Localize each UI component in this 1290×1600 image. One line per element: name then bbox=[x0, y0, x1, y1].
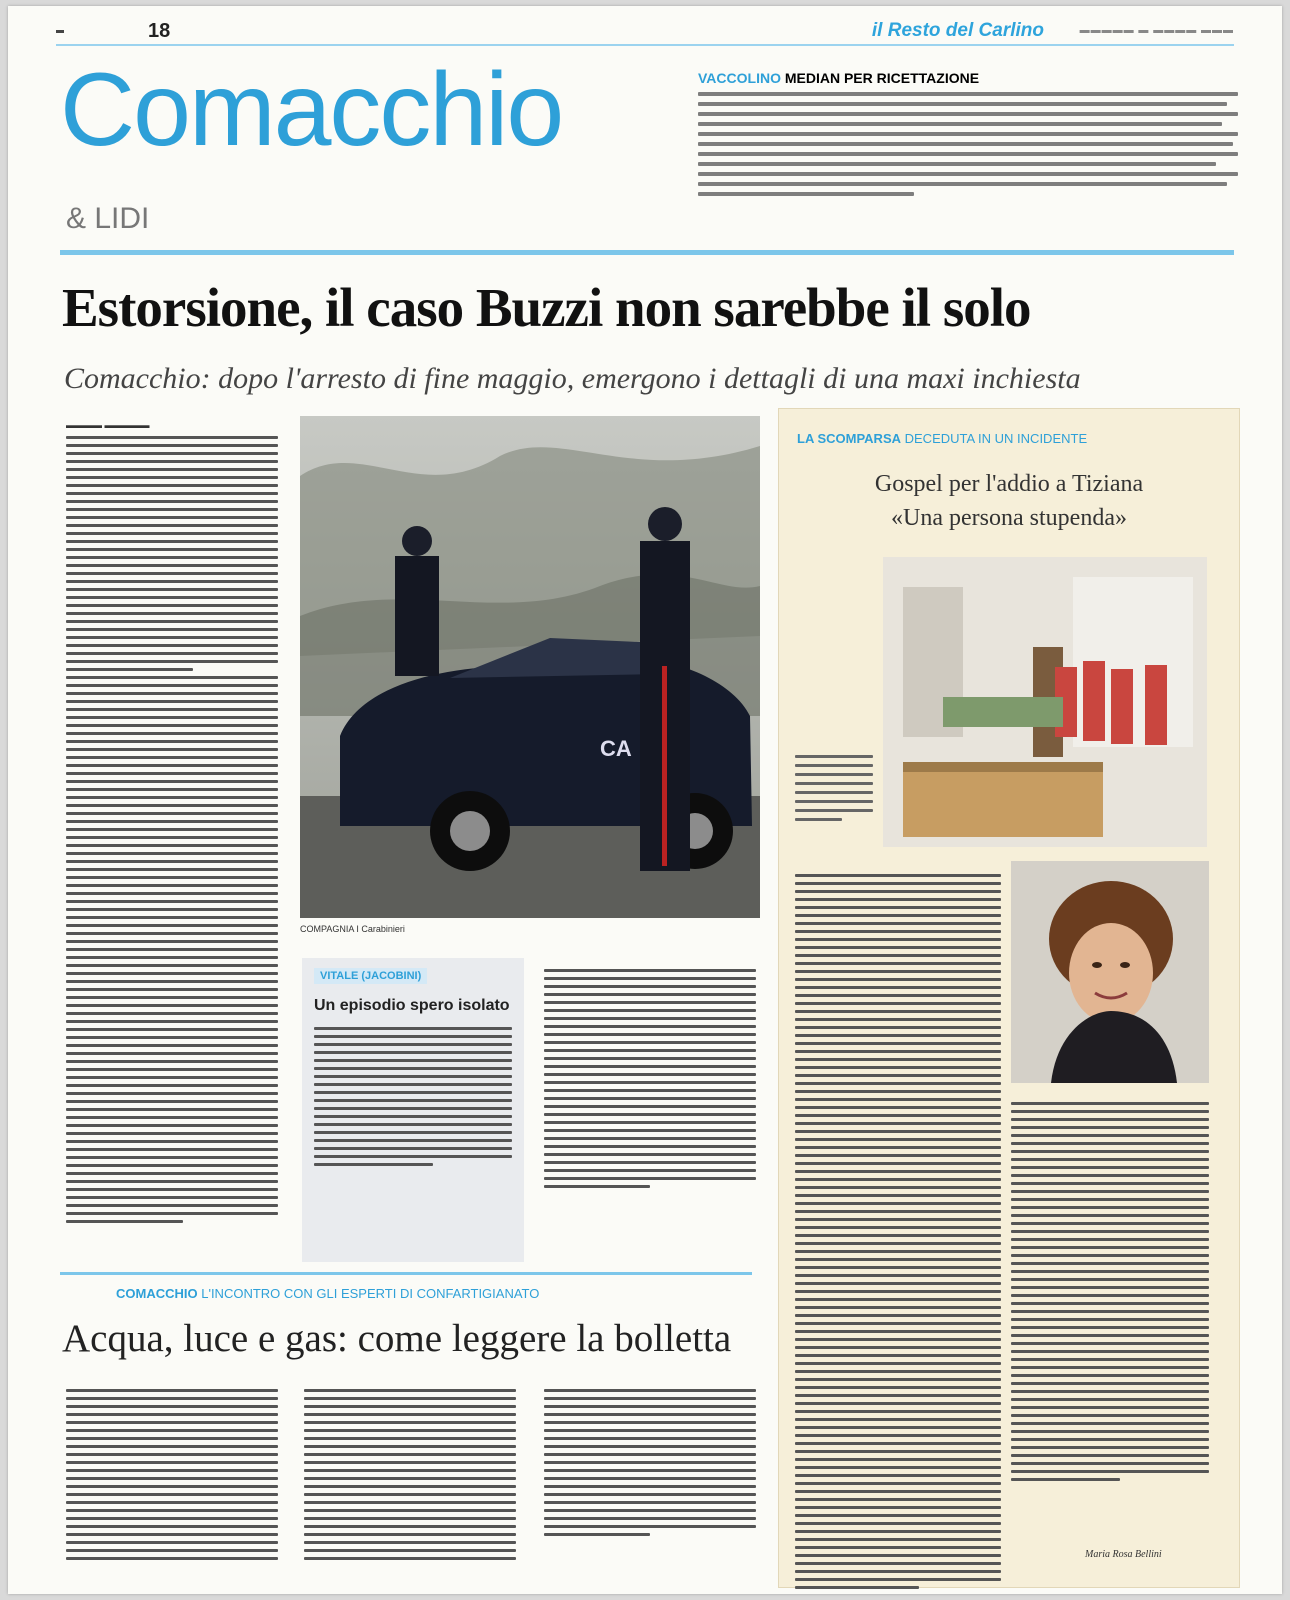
bottom-kicker bbox=[116, 1286, 539, 1301]
carabinieri-car-image bbox=[300, 416, 760, 918]
bottom-body-2 bbox=[304, 1389, 516, 1560]
page-marker bbox=[56, 30, 64, 33]
bottom-column-3 bbox=[544, 1384, 756, 1541]
top-rule bbox=[56, 44, 1234, 46]
bottom-headline: Acqua, luce e gas: come leggere la bolletta bbox=[62, 1317, 732, 1360]
article-body bbox=[66, 436, 278, 1223]
bottom-kicker-label: COMACCHIO bbox=[116, 1286, 198, 1301]
sidebar-column-2 bbox=[1011, 1097, 1209, 1486]
svg-text:CA: CA bbox=[600, 736, 632, 761]
top-bar bbox=[56, 20, 1234, 46]
inset-title: Un episodio spero isolato bbox=[314, 997, 510, 1014]
main-article-column-1 bbox=[66, 420, 278, 1228]
sidebar-title-line-1: Gospel per l'addio a Tiziana bbox=[874, 471, 1144, 497]
inset-kicker: VITALE (JACOBINI) bbox=[314, 968, 427, 984]
sidebar-body-1 bbox=[795, 874, 1001, 1589]
masthead-logo: il Resto del Carlino bbox=[871, 20, 1044, 41]
brief-body bbox=[698, 92, 1238, 196]
sidebar-column-1 bbox=[795, 869, 1001, 1594]
brief-headline bbox=[698, 70, 1238, 86]
woman-portrait-image bbox=[1011, 861, 1209, 1083]
article-body-cont bbox=[544, 969, 756, 1188]
church-gospel-image bbox=[883, 557, 1207, 847]
tiziana-portrait bbox=[1011, 861, 1209, 1083]
photo-caption: COMPAGNIA I Carabinieri bbox=[300, 924, 405, 934]
sidebar-kicker-rest: DECEDUTA IN UN INCIDENTE bbox=[904, 431, 1088, 446]
inset-box bbox=[302, 958, 524, 1262]
inset-body bbox=[314, 1027, 512, 1166]
article-signature: Maria Rosa Bellini bbox=[1085, 1549, 1162, 1560]
brief-kicker: VACCOLINO bbox=[698, 70, 781, 86]
section-rule bbox=[60, 250, 1234, 255]
obituary-sidebar bbox=[778, 408, 1240, 1588]
funeral-photo bbox=[883, 557, 1207, 847]
section-title: Comacchio bbox=[60, 52, 563, 168]
funeral-photo-caption bbox=[795, 749, 873, 827]
sidebar-title-line-2: «Una persona stupenda» bbox=[891, 505, 1127, 531]
news-brief bbox=[698, 70, 1238, 202]
newspaper-page bbox=[8, 6, 1282, 1594]
main-headline: Estorsione, il caso Buzzi non sarebbe il solo bbox=[62, 277, 1031, 338]
sidebar-kicker-label: LA SCOMPARSA bbox=[797, 431, 901, 446]
byline: ▬▬▬▬ ▬▬▬▬▬ bbox=[66, 420, 150, 430]
main-subheadline: Comacchio: dopo l'arresto di fine maggio, emergono i dettagli di una maxi inchiesta bbox=[64, 362, 1081, 395]
sidebar-kicker bbox=[797, 431, 1087, 446]
bottom-column-1 bbox=[66, 1384, 278, 1565]
bottom-body-3 bbox=[544, 1389, 756, 1536]
bottom-rule bbox=[60, 1272, 752, 1275]
bottom-body-1 bbox=[66, 1389, 278, 1560]
carabinieri-photo bbox=[300, 416, 760, 918]
bottom-kicker-rest: L'INCONTRO CON GLI ESPERTI DI CONFARTIGIANATO bbox=[201, 1286, 540, 1301]
main-article-column-3 bbox=[544, 964, 756, 1193]
page-number: 18 bbox=[148, 20, 171, 42]
brief-title: MEDIAN PER RICETTAZIONE bbox=[784, 70, 980, 86]
dateline: ▬▬▬▬▬ ▬ ▬▬▬▬ ▬▬▬ bbox=[1079, 25, 1234, 36]
sidebar-body-2 bbox=[1011, 1102, 1209, 1481]
section-subtitle: & LIDI bbox=[66, 202, 150, 235]
bottom-column-2 bbox=[304, 1384, 516, 1565]
